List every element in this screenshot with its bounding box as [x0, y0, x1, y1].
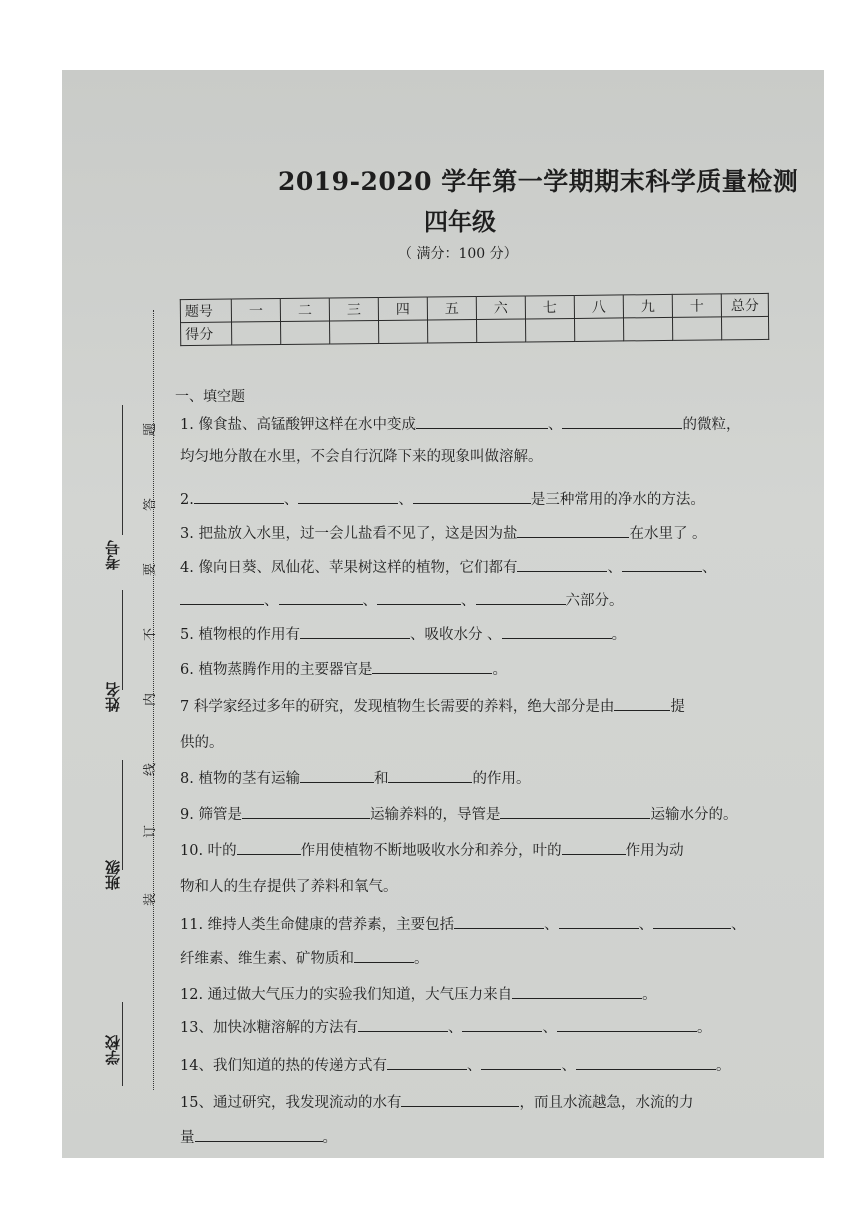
- col-2: 二: [280, 298, 329, 322]
- school-label: 学校: [104, 1035, 122, 1065]
- q1-sep: 、: [547, 417, 563, 433]
- score-table-score-row: [181, 316, 769, 345]
- q6-text: 6. 植物蒸腾作用的主要器官是: [180, 662, 373, 678]
- question-1: [180, 413, 740, 434]
- answer-blank[interactable]: [653, 914, 731, 929]
- q4-sep: 、: [461, 593, 476, 609]
- q14-sep: 、: [561, 1058, 576, 1074]
- seal-char: 订: [143, 824, 159, 839]
- score-cell[interactable]: [281, 321, 330, 345]
- q10-text: 10. 叶的: [180, 843, 237, 859]
- answer-blank[interactable]: [476, 590, 566, 605]
- answer-blank[interactable]: [180, 590, 264, 605]
- q9-text: 9. 筛管是: [180, 807, 242, 823]
- score-cell[interactable]: [476, 319, 525, 343]
- q15-text: 15、通过研究，我发现流动的水有: [180, 1095, 402, 1111]
- answer-blank[interactable]: [614, 696, 670, 711]
- row-label-score: 得分: [181, 322, 232, 346]
- answer-blank[interactable]: [372, 659, 492, 674]
- q15-text-2: 量: [180, 1130, 195, 1146]
- answer-blank[interactable]: [300, 768, 374, 783]
- exam-paper: [62, 70, 824, 1158]
- question-15: [180, 1091, 693, 1112]
- answer-blank[interactable]: [559, 914, 639, 929]
- q14-text-end: 。: [715, 1058, 731, 1074]
- q4-sep: 、: [362, 593, 377, 609]
- q11-text: 11. 维持人类生命健康的营养素，主要包括: [180, 917, 455, 933]
- question-10-cont: 物和人的生存提供了养料和氧气。: [180, 879, 398, 895]
- q11-text-end: 。: [414, 951, 429, 967]
- seal-char: 线: [143, 762, 159, 777]
- q2-num: 2.: [180, 492, 194, 508]
- question-12: [180, 983, 657, 1004]
- q4-sep: 、: [264, 593, 279, 609]
- answer-blank[interactable]: [517, 557, 607, 572]
- q11-sep: 、: [544, 917, 559, 933]
- question-10: [180, 839, 684, 860]
- q13-sep: 、: [542, 1020, 557, 1036]
- q9-text-end: 运输水分的。: [650, 807, 738, 823]
- seal-char: 要: [143, 562, 159, 577]
- answer-blank[interactable]: [358, 1017, 448, 1032]
- name-line: [122, 590, 123, 690]
- answer-blank[interactable]: [576, 1055, 716, 1070]
- score-cell[interactable]: [330, 321, 379, 345]
- q13-text-end: 。: [696, 1020, 712, 1036]
- q11-sep: 、: [731, 917, 746, 933]
- exam-no-line: [122, 405, 123, 535]
- full-score-note: （ 满分：100 分）: [398, 246, 518, 262]
- q2-sep: 、: [398, 492, 413, 508]
- question-2: [180, 488, 705, 509]
- col-4: 四: [378, 297, 427, 321]
- answer-blank[interactable]: [194, 489, 284, 504]
- score-cell[interactable]: [428, 319, 477, 343]
- grade-heading: 四年级: [424, 207, 496, 236]
- score-cell[interactable]: [232, 322, 281, 346]
- q1-text: 1. 像食盐、高锰酸钾这样在水中变成: [180, 417, 416, 433]
- seal-char: 内: [143, 692, 159, 707]
- score-table: [180, 293, 769, 346]
- answer-blank[interactable]: [195, 1127, 323, 1142]
- answer-blank[interactable]: [279, 590, 363, 605]
- question-4: [180, 556, 716, 577]
- answer-blank[interactable]: [622, 557, 702, 572]
- q10-text-mid: 作用使植物不断地吸收水分和养分，叶的: [300, 843, 562, 859]
- answer-blank[interactable]: [481, 1055, 561, 1070]
- q15-text-end: 。: [322, 1130, 337, 1146]
- answer-blank[interactable]: [401, 1092, 519, 1107]
- q12-text-end: 。: [642, 987, 657, 1003]
- class-label: 班级: [104, 860, 122, 890]
- answer-blank[interactable]: [562, 414, 682, 429]
- answer-blank[interactable]: [242, 804, 370, 819]
- question-6: [180, 658, 507, 679]
- answer-blank[interactable]: [388, 768, 472, 783]
- q4-sep: 、: [701, 560, 717, 576]
- seal-char: 题: [143, 422, 159, 437]
- answer-blank[interactable]: [413, 489, 531, 504]
- answer-blank[interactable]: [500, 804, 650, 819]
- answer-blank[interactable]: [300, 624, 410, 639]
- q13-sep: 、: [447, 1020, 463, 1036]
- question-7-cont: 供的。: [180, 735, 224, 751]
- q4-text-end: 六部分。: [565, 593, 624, 609]
- score-cell[interactable]: [672, 317, 721, 341]
- question-1-cont: 均匀地分散在水里，不会自行沉降下来的现象叫做溶解。: [180, 449, 543, 465]
- question-3: [180, 522, 707, 543]
- col-6: 六: [476, 296, 525, 320]
- col-5: 五: [427, 296, 476, 320]
- col-9: 九: [623, 294, 672, 318]
- score-cell[interactable]: [721, 316, 768, 339]
- seal-char: 装: [143, 892, 159, 907]
- q5-text-mid: 、吸收水分 、: [409, 627, 502, 643]
- question-5: [180, 623, 626, 644]
- question-9: [180, 803, 737, 824]
- question-14: [180, 1054, 730, 1075]
- q7-text-end: 提: [670, 699, 685, 715]
- q9-text-mid: 运输养料的，导管是: [369, 807, 501, 823]
- answer-blank[interactable]: [517, 523, 629, 538]
- q11-sep: 、: [638, 917, 654, 933]
- answer-blank[interactable]: [557, 1017, 697, 1032]
- col-10: 十: [672, 294, 721, 318]
- q8-text-end: 的作用。: [472, 771, 531, 787]
- name-label: 姓名: [104, 682, 122, 712]
- seal-char: 答: [143, 497, 159, 512]
- col-7: 七: [525, 295, 574, 319]
- q8-text-mid: 和: [373, 771, 389, 787]
- q6-text-end: 。: [492, 662, 507, 678]
- q14-sep: 、: [466, 1058, 482, 1074]
- col-1: 一: [231, 299, 280, 323]
- section-title: 一、填空题: [175, 389, 245, 405]
- q7-text: 7 科学家经过多年的研究，发现植物生长需要的养料，绝大部分是由: [180, 699, 615, 715]
- question-4-cont: [180, 589, 624, 610]
- answer-blank[interactable]: [562, 840, 626, 855]
- answer-blank[interactable]: [377, 590, 461, 605]
- q3-text: 3. 把盐放入水里，过一会儿盐看不见了，这是因为盐: [180, 526, 518, 542]
- q15-text-mid: ，而且水流越急，水流的力: [519, 1095, 694, 1111]
- exam-no-label: 考号: [104, 540, 122, 570]
- col-3: 三: [329, 298, 378, 322]
- answer-blank[interactable]: [354, 948, 414, 963]
- answer-blank[interactable]: [512, 984, 642, 999]
- score-cell[interactable]: [525, 318, 574, 342]
- col-total: 总分: [721, 293, 768, 316]
- answer-blank[interactable]: [502, 624, 612, 639]
- score-cell[interactable]: [379, 320, 428, 344]
- score-cell[interactable]: [623, 317, 672, 341]
- q5-text: 5. 植物根的作用有: [180, 627, 300, 643]
- answer-blank[interactable]: [454, 914, 544, 929]
- q5-text-end: 。: [611, 627, 627, 643]
- col-8: 八: [574, 295, 623, 319]
- exam-title: 2019-2020 学年第一学期期末科学质量检测: [278, 167, 799, 196]
- q3-text-end: 在水里了 。: [629, 526, 707, 542]
- q11-text-2: 纤维素、维生素、矿物质和: [180, 951, 354, 967]
- question-11-cont: [180, 947, 429, 968]
- q14-text: 14、我们知道的热的传递方式有: [180, 1058, 387, 1074]
- answer-blank[interactable]: [416, 414, 548, 429]
- question-15-cont: [180, 1126, 337, 1147]
- q12-text: 12. 通过做大气压力的实验我们知道，大气压力来自: [180, 987, 513, 1003]
- question-13: [180, 1016, 711, 1037]
- question-7: [180, 695, 685, 716]
- question-8: [180, 767, 530, 788]
- score-cell[interactable]: [574, 318, 623, 342]
- question-11: [180, 913, 746, 934]
- q2-sep: 、: [283, 492, 299, 508]
- q2-text: 是三种常用的净水的方法。: [530, 492, 705, 508]
- q1-text-end: 的微粒，: [682, 417, 741, 433]
- q13-text: 13、加快冰糖溶解的方法有: [180, 1020, 358, 1036]
- answer-blank[interactable]: [298, 489, 398, 504]
- q4-sep: 、: [607, 560, 622, 576]
- answer-blank[interactable]: [237, 840, 301, 855]
- q4-text: 4. 像向日葵、凤仙花、苹果树这样的植物，它们都有: [180, 560, 518, 576]
- answer-blank[interactable]: [462, 1017, 542, 1032]
- seal-char: 不: [143, 627, 159, 642]
- row-label-question-no: 题号: [180, 299, 231, 323]
- q8-text: 8. 植物的茎有运输: [180, 771, 300, 787]
- class-line: [122, 760, 123, 870]
- q10-text-end: 作用为动: [625, 843, 684, 859]
- answer-blank[interactable]: [387, 1055, 467, 1070]
